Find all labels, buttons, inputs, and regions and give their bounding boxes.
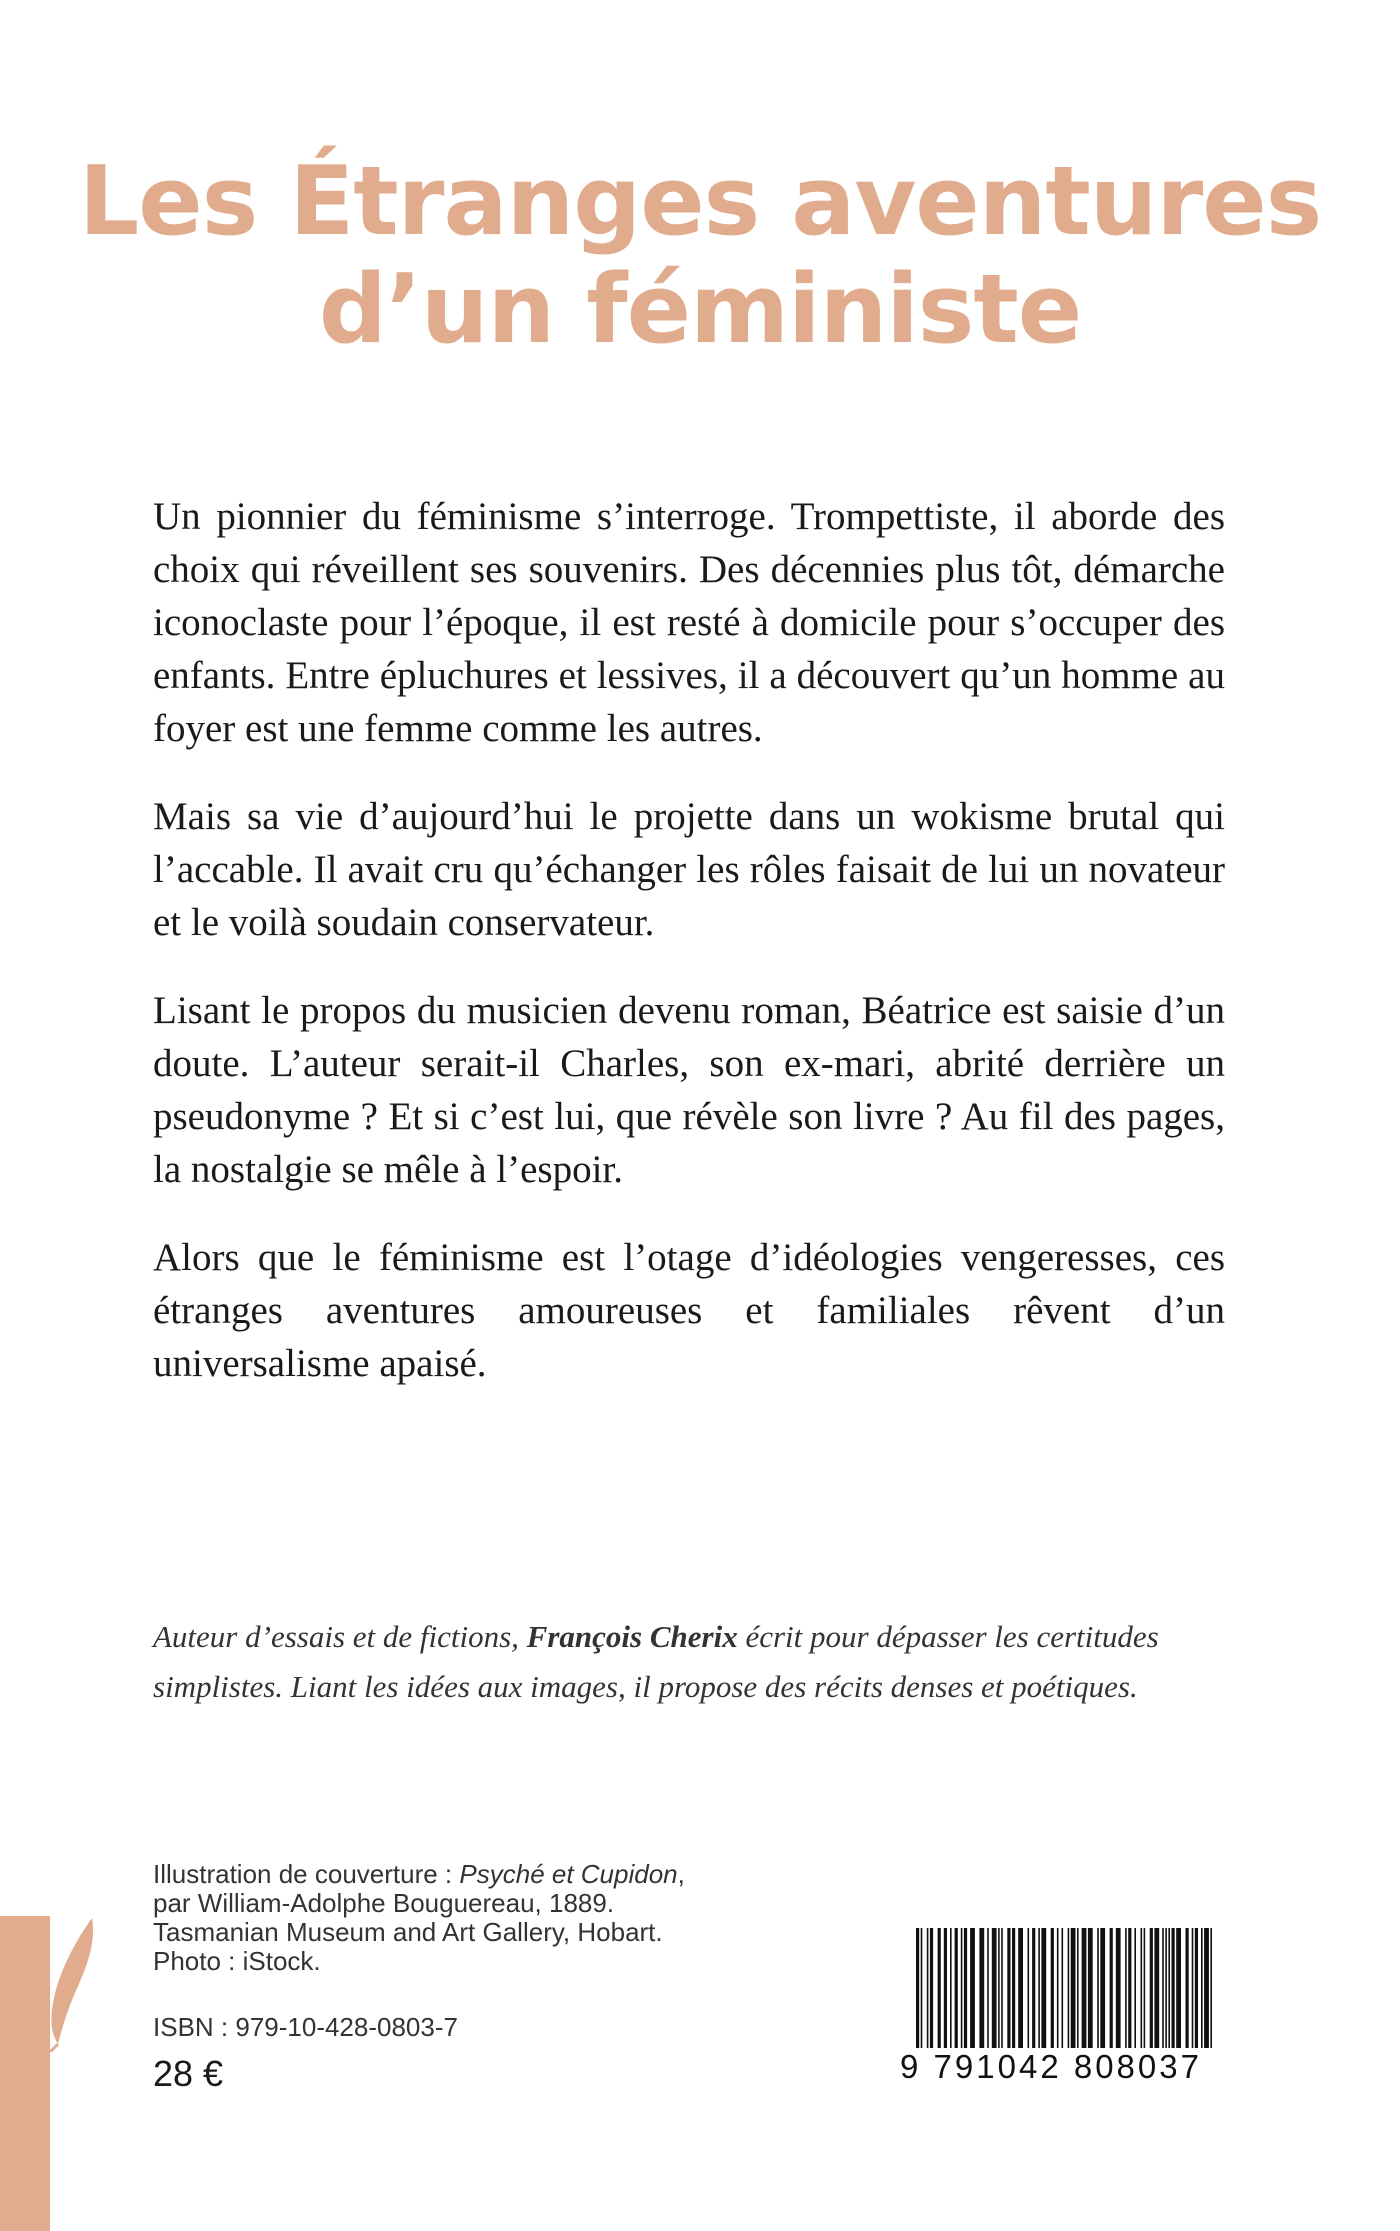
credit-line-museum: Tasmanian Museum and Art Gallery, Hobart. bbox=[153, 1917, 663, 1947]
cover-credits bbox=[153, 1860, 793, 1976]
barcode-bar bbox=[927, 1928, 929, 2048]
barcode-bar bbox=[1172, 1928, 1175, 2048]
barcode-bar bbox=[1077, 1928, 1079, 2048]
barcode-bar bbox=[1007, 1928, 1010, 2048]
barcode-bar bbox=[992, 1928, 997, 2048]
barcode-bar bbox=[1192, 1928, 1194, 2048]
book-price: 28 € bbox=[153, 2053, 224, 2094]
barcode-bar bbox=[1201, 1928, 1203, 2048]
credit-line-artist: par William-Adolphe Bouguereau, 1889. bbox=[153, 1888, 615, 1918]
barcode-bar bbox=[1071, 1928, 1076, 2048]
barcode-bar bbox=[1168, 1928, 1170, 2048]
barcode-bar bbox=[1032, 1928, 1035, 2048]
author-note bbox=[153, 1612, 1225, 1712]
barcode-bar bbox=[1134, 1928, 1136, 2048]
author-note-rest: écrit pour dépasser les certitudes simplistes. Liant les idées aux images, il propose des récits denses et poétiques. bbox=[153, 1619, 1159, 1704]
credit-line-photo: Photo : iStock. bbox=[153, 1946, 321, 1976]
barcode-bar bbox=[1125, 1928, 1127, 2048]
blurb-paragraph: Alors que le féminisme est l’otage d’idéologies vengeresses, ces étranges aventures amoureuses et familiales rêvent d’un universalisme apaisé. bbox=[153, 1236, 1225, 1385]
barcode-bar bbox=[1100, 1928, 1105, 2048]
blurb-paragraph: Lisant le propos du musicien devenu roman, Béatrice est saisie d’un doute. L’auteur serait-il Charles, son ex-mari, abrité derrière un pseudonyme ? Et si c’est lui, que révèle son livre ? Au fil des pages, la nostalgie se mêle à l’espoir. bbox=[153, 989, 1225, 1191]
barcode-bar bbox=[1062, 1928, 1064, 2048]
barcode-bar bbox=[1210, 1928, 1212, 2048]
barcode-bar bbox=[961, 1928, 963, 2048]
barcode-bar bbox=[921, 1928, 923, 2048]
barcode-bar bbox=[1154, 1928, 1159, 2048]
barcode-bar bbox=[1068, 1928, 1070, 2048]
barcode-bar bbox=[1028, 1928, 1030, 2048]
credit-comma: , bbox=[677, 1859, 685, 1889]
barcode-bar bbox=[1097, 1928, 1099, 2048]
credit-prefix: Illustration de couverture : bbox=[153, 1859, 460, 1889]
barcode-bar bbox=[979, 1928, 984, 2048]
barcode-bar bbox=[944, 1928, 947, 2048]
author-name: François Cherix bbox=[526, 1619, 738, 1654]
barcode-bar bbox=[1162, 1928, 1164, 2048]
credit-line-illustration bbox=[153, 1860, 793, 1889]
barcode-bar bbox=[1051, 1928, 1054, 2048]
barcode-bar bbox=[1110, 1928, 1113, 2048]
barcode-bar bbox=[1204, 1928, 1209, 2048]
barcode-bar bbox=[1144, 1928, 1146, 2048]
barcode-bar bbox=[1141, 1928, 1143, 2048]
barcode-bar bbox=[950, 1928, 952, 2048]
isbn-number: ISBN : 979-10-428-0803-7 bbox=[153, 2012, 458, 2042]
barcode-bar bbox=[1018, 1928, 1023, 2048]
book-title bbox=[0, 148, 1400, 364]
barcode-bar bbox=[1150, 1928, 1153, 2048]
feather-icon bbox=[36, 1912, 106, 2052]
barcode-bar bbox=[964, 1928, 967, 2048]
barcode-bar bbox=[1012, 1928, 1015, 2048]
artwork-title: Psyché et Cupidon bbox=[459, 1859, 678, 1889]
barcode-bar bbox=[1165, 1928, 1167, 2048]
barcode-bar bbox=[1038, 1928, 1040, 2048]
barcode-bar bbox=[1082, 1928, 1087, 2048]
barcode-bar bbox=[970, 1928, 975, 2048]
barcode-bar bbox=[1057, 1928, 1059, 2048]
barcode-bar bbox=[1041, 1928, 1046, 2048]
author-note-intro: Auteur d’essais et de fictions, bbox=[153, 1619, 527, 1654]
barcode-bar bbox=[1088, 1928, 1093, 2048]
barcode-bar bbox=[1001, 1928, 1003, 2048]
barcode-bar bbox=[1176, 1928, 1181, 2048]
barcode-bar bbox=[1195, 1928, 1198, 2048]
barcode-bar bbox=[1186, 1928, 1189, 2048]
barcode-bar bbox=[1116, 1928, 1121, 2048]
blurb-paragraph: Un pionnier du féminisme s’interroge. Trompettiste, il aborde des choix qui réveillent ses souvenirs. Des décennies plus tôt, démarche iconoclaste pour l’époque, il est resté à domicile pour s’occuper des enfants. Entre épluchures et lessives, il a découvert qu’un homme au foyer est une femme comme les autres. bbox=[153, 495, 1225, 750]
barcode-bar bbox=[930, 1928, 933, 2048]
barcode-bar bbox=[955, 1928, 958, 2048]
barcode-bar bbox=[938, 1928, 941, 2048]
book-title-line-1: Les Étranges aventures bbox=[78, 147, 1322, 257]
blurb-paragraph: Mais sa vie d’aujourd’hui le projette dans un wokisme brutal qui l’accable. Il avait cru qu’échanger les rôles faisait de lui un novateur et le voilà soudain conservateur. bbox=[153, 795, 1225, 944]
back-cover-blurb bbox=[153, 490, 1225, 1425]
barcode-bar bbox=[998, 1928, 1000, 2048]
book-title-line-2: d’un féministe bbox=[318, 255, 1082, 365]
barcode-icon bbox=[916, 1928, 1212, 2048]
barcode-bar bbox=[987, 1928, 989, 2048]
barcode-bar bbox=[916, 1928, 919, 2048]
barcode-bar bbox=[1128, 1928, 1131, 2048]
barcode-digits: 9 791042 808037 bbox=[900, 2048, 1202, 2085]
